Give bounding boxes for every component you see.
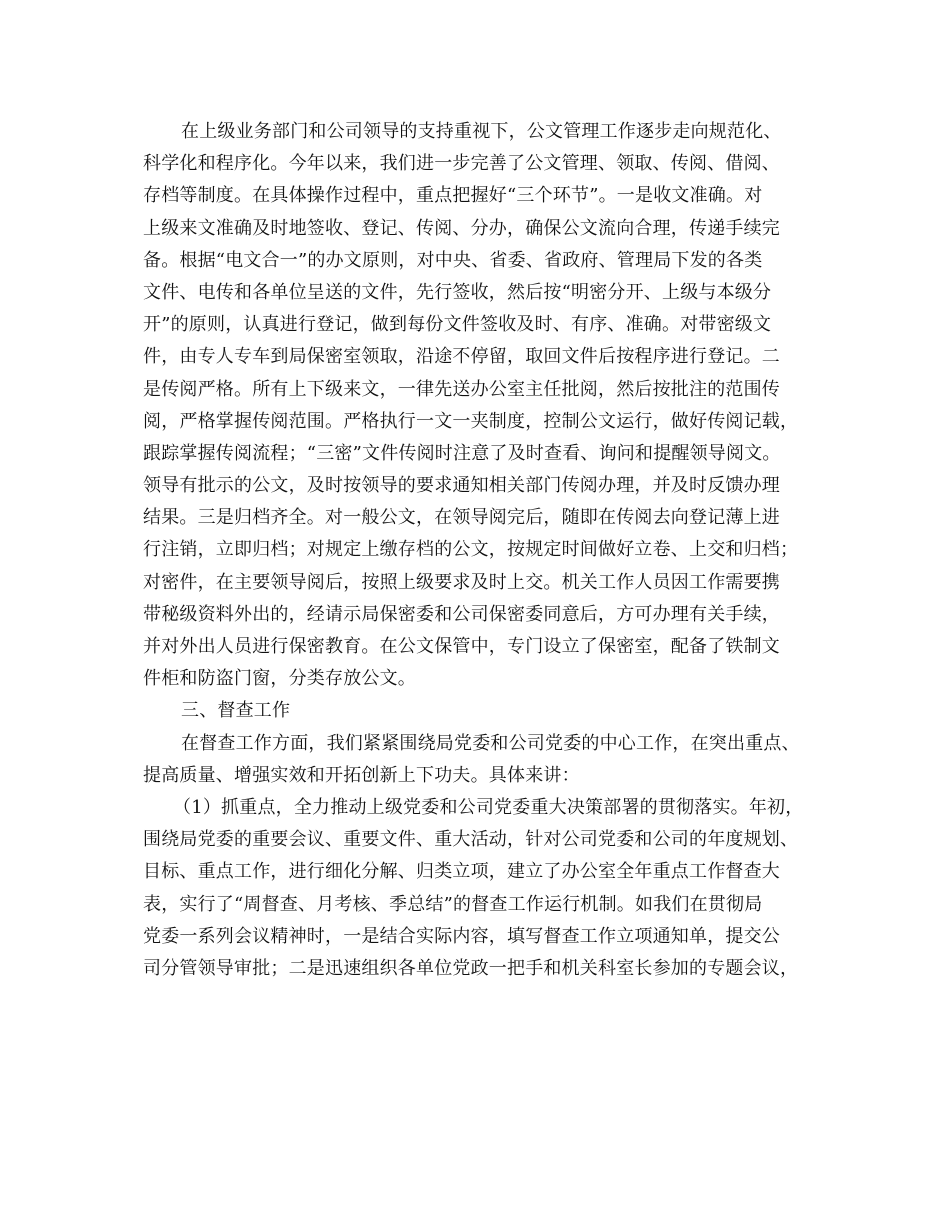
paragraph-line: 在上级业务部门和公司领导的支持重视下，公文管理工作逐步走向规范化、 (181, 121, 782, 142)
paragraph-line: 开”的原则，认真进行登记，做到每份文件签收及时、有序、准确。对带密级文 (143, 314, 772, 336)
document-body (143, 116, 833, 985)
paragraph-line: 结果。三是归档齐全。对一般公文，在领导阅完后，随即在传阅去向登记薄上进 (143, 507, 780, 529)
paragraph-line: 在督查工作方面，我们紧紧围绕局党委和公司党委的中心工作，在突出重点、 (181, 732, 800, 754)
paragraph-line: 科学化和程序化。今年以来，我们进一步完善了公文管理、领取、传阅、借阅、 (143, 153, 780, 175)
paragraph-line: 党委一系列会议精神时，一是结合实际内容，填写督查工作立项通知单，提交公 (143, 925, 780, 947)
paragraph-line: 阅，严格掌握传阅范围。严格执行一文一夹制度，控制公文运行，做好传阅记载， (143, 410, 799, 432)
paragraph-line: 提高质量、增强实效和开拓创新上下功夫。具体来讲： (143, 764, 580, 786)
paragraph-line: 领导有批示的公文，及时按领导的要求通知相关部门传阅办理，并及时反馈办理 (143, 475, 780, 497)
paragraph-line: 件，由专人专车到局保密室领取，沿途不停留，取回文件后按程序进行登记。二 (143, 346, 780, 368)
paragraph-line: 是传阅严格。所有上下级来文，一律先送办公室主任批阅，然后按批注的范围传 (143, 378, 780, 400)
paragraph-line: 件柜和防盗门窗，分类存放公文。 (143, 668, 416, 690)
paragraph-line: 目标、重点工作，进行细化分解、归类立项，建立了办公室全年重点工作督查大 (143, 861, 780, 883)
paragraph-line: 文件、电传和各单位呈送的文件，先行签收，然后按“明密分开、上级与本级分 (143, 281, 772, 303)
paragraph-line: 上级来文准确及时地签收、登记、传阅、分办，确保公文流向合理，传递手续完 (143, 217, 780, 239)
section-heading: 三、督查工作 (181, 700, 291, 722)
paragraph-line: 表，实行了“周督查、月考核、季总结”的督查工作运行机制。如我们在贯彻局 (143, 893, 763, 915)
paragraph-line: 对密件，在主要领导阅后，按照上级要求及时上交。机关工作人员因工作需要携 (143, 571, 780, 593)
paragraph-line: 跟踪掌握传阅流程；“三密”文件传阅时注意了及时查看、询问和提醒领导阅文。 (143, 442, 781, 464)
paragraph-line: 备。根据“电文合一”的办文原则，对中央、省委、省政府、管理局下发的各类 (143, 249, 763, 271)
paragraph-line: 带秘级资料外出的，经请示局保密委和公司保密委同意后，方可办理有关手续， (143, 603, 780, 625)
paragraph-line: 司分管领导审批；二是迅速组织各单位党政一把手和机关科室长参加的专题会议， (143, 957, 799, 979)
paragraph-line: 围绕局党委的重要会议、重要文件、重大活动，针对公司党委和公司的年度规划、 (143, 829, 799, 851)
paragraph-line: 存档等制度。在具体操作过程中，重点把握好“三个环节”。一是收文准确。对 (143, 185, 763, 207)
paragraph-line: 并对外出人员进行保密教育。在公文保管中，专门设立了保密室，配备了铁制文 (143, 636, 780, 657)
paragraph-line: （1）抓重点，全力推动上级党委和公司党委重大决策部署的贯彻落实。年初， (173, 796, 804, 818)
paragraph-line: 行注销，立即归档；对规定上缴存档的公文，按规定时间做好立卷、上交和归档； (143, 539, 799, 561)
